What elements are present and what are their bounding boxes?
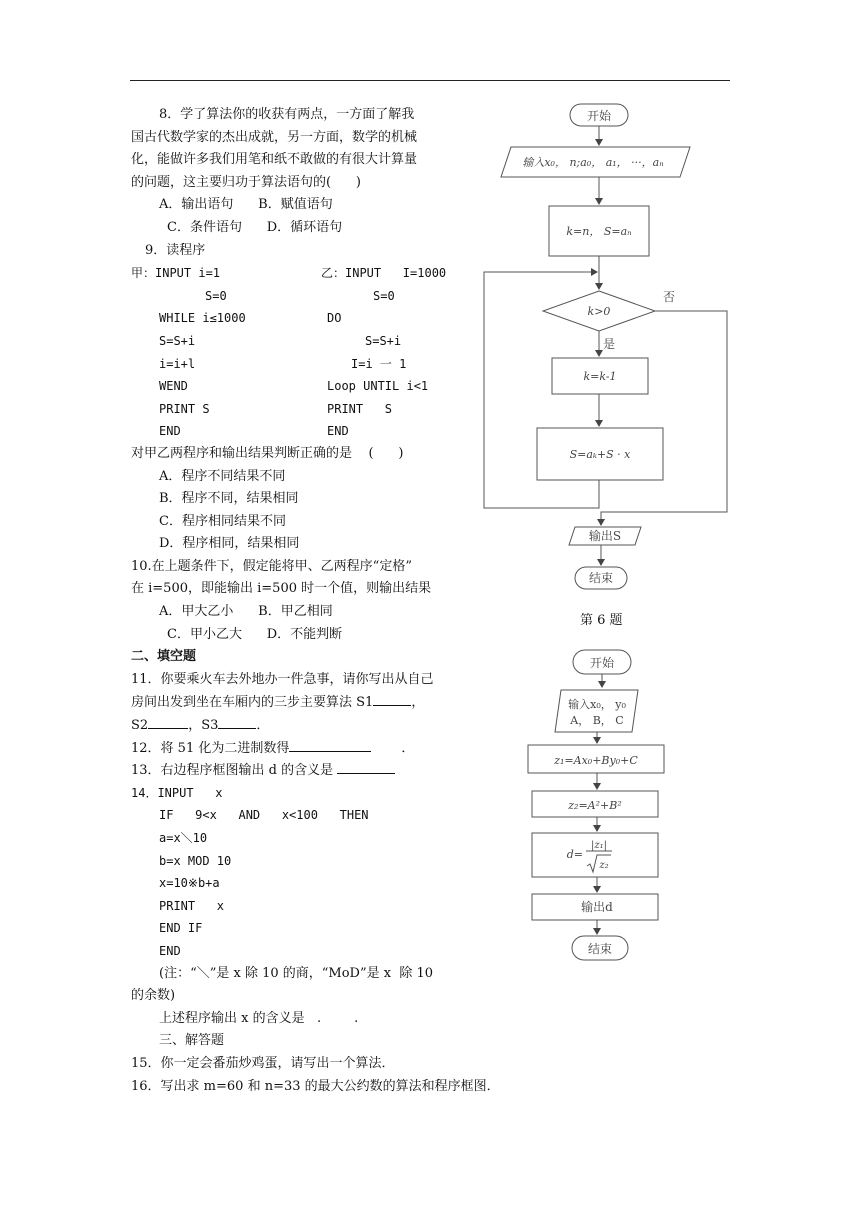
fig13-z1-label: z₁=Ax₀+By₀+C: [554, 754, 638, 767]
q8-line-1: 8．学了算法你的收获有两点，一方面了解我: [159, 107, 415, 122]
q9-yi-line: DO: [327, 311, 342, 326]
q9-yi-line: I=i 一 1: [351, 356, 407, 371]
q14-code-line: PRINT x: [159, 898, 225, 913]
q9-option-d: D．程序相同，结果相同: [159, 536, 300, 552]
q9-jia-line: WEND: [159, 379, 188, 394]
q14-meaning: 上述程序输出 x 的含义是 . .: [159, 1010, 359, 1026]
fig6-init-label: k=n， S=aₙ: [566, 225, 632, 238]
q14-code-line: b=x MOD 10: [159, 853, 232, 868]
fig6-input-label: 输入x₀， n;a₀， a₁， ···，aₙ: [522, 156, 664, 169]
fig6-start-label: 开始: [586, 109, 612, 123]
q8-line-3: 化，能做许多我们用笔和纸不敢做的有很大计算量: [131, 152, 418, 168]
fig6-condition-label: k>0: [587, 305, 611, 318]
q15-line: 15．你一定会番茄炒鸡蛋，请写出一个算法．: [131, 1055, 395, 1071]
q13-text: 13．右边程序框图输出 d 的含义是: [131, 763, 338, 779]
section-2-heading: 二、填空题: [131, 649, 197, 665]
q9-yi-label: 乙：INPUT I=1000: [321, 266, 447, 281]
fig13-output-label: 输出d: [581, 900, 613, 914]
fig6-update-label: S=aₖ+S · x: [569, 448, 631, 461]
q14-first-line: 14．INPUT x: [131, 785, 223, 800]
q10-options-2: C．甲小乙大 D．不能判断: [167, 626, 343, 642]
q12-end: ．: [401, 740, 415, 756]
section-3-heading: 三、解答题: [159, 1033, 225, 1049]
q9-title: 9．读程序: [145, 242, 206, 258]
q9-option-a: A．程序不同结果不同: [159, 468, 286, 484]
q9-option-c: C．程序相同结果不同: [159, 513, 286, 529]
q9-jia-line: S=0: [205, 288, 227, 303]
q9-jia-line: i=i+l: [159, 356, 196, 371]
q14-code-line: x=10※b+a: [159, 876, 220, 891]
q14-code-line: IF 9<x AND x<100 THEN: [159, 808, 369, 823]
q9-jia-line: PRINT S: [159, 401, 210, 416]
q8-line-2: 国古代数学家的杰出成就，另一方面，数学的机械: [131, 129, 418, 145]
q11-line-1: 11．你要乘火车去外地办一件急事，请你写出从自己: [131, 671, 434, 687]
q16-line: 16．写出求 m=60 和 n=33 的最大公约数的算法和程序框图．: [131, 1078, 500, 1094]
q8-line-4: 的问题，这主要归功于算法语句的( ): [131, 174, 361, 190]
q9-yi-line: Loop UNTIL i<1: [327, 379, 429, 394]
fig6-step-label: k=k-1: [583, 370, 617, 383]
q9-question: 对甲乙两程序和输出结果判断正确的是 ( ): [131, 445, 404, 461]
fig13-d-lhs: d=: [566, 848, 583, 861]
q8-options-1: A．输出语句 B．赋值语句: [159, 197, 333, 213]
fig13-input-label-1: 输入x₀， y₀: [568, 698, 626, 711]
q14-note-2: 的余数): [131, 988, 176, 1004]
q11-s3-label: ，S3: [188, 718, 219, 734]
fig13-d-numerator: |z₁|: [590, 840, 608, 851]
fig6-end-label: 结束: [588, 571, 614, 585]
fig6-output-label: 输出S: [588, 529, 622, 543]
q14-code-line: END: [159, 943, 181, 958]
q11-comma: ，: [411, 695, 425, 711]
fig13-input-label-2: A， B， C: [570, 714, 624, 727]
q11-end: ．: [256, 718, 270, 734]
q9-jia-line: END: [159, 424, 181, 439]
q9-jia-line: S=S+i: [159, 333, 196, 348]
q9-jia-label: 甲：INPUT i=1: [131, 266, 221, 281]
q8-options-2: C．条件语句 D．循环语句: [167, 219, 343, 235]
q11-s2-label: S2: [131, 718, 149, 734]
q14-note-1: (注：“＼”是 x 除 10 的商，“MoD”是 x 除 10: [159, 965, 434, 981]
q9-jia-line: WHILE i≤1000: [159, 311, 246, 326]
q9-yi-line: S=0: [373, 288, 395, 303]
fig6-no-label: 否: [663, 290, 676, 304]
q9-yi-line: END: [327, 424, 349, 439]
q9-yi-line: S=S+i: [365, 333, 402, 348]
fig6-yes-label: 是: [603, 337, 616, 351]
q14-code-line: a=x＼10: [159, 831, 208, 845]
q9-yi-line: PRINT S: [327, 401, 393, 416]
q10-line-1: 10.在上题条件下，假定能将甲、乙两程序“定格”: [131, 558, 412, 574]
q10-options-1: A．甲大乙小 B．甲乙相同: [159, 604, 333, 620]
fig13-d-denominator: z₂: [599, 860, 609, 871]
q12-text: 12．将 51 化为二进制数得: [131, 740, 290, 756]
q14-code-line: END IF: [159, 921, 203, 936]
fig6-caption: 第 6 题: [580, 613, 623, 628]
fig13-end-label: 结束: [587, 942, 613, 956]
fig13-start-label: 开始: [589, 656, 615, 670]
q10-line-2: 在 i=500，即能输出 i=500 时一个值，则输出结果: [131, 581, 432, 597]
q11-text: 房间出发到坐在车厢内的三步主要算法 S1: [131, 695, 374, 711]
fig13-z2-label: z₂=A²+B²: [568, 799, 622, 812]
q9-option-b: B．程序不同，结果相同: [159, 491, 299, 507]
